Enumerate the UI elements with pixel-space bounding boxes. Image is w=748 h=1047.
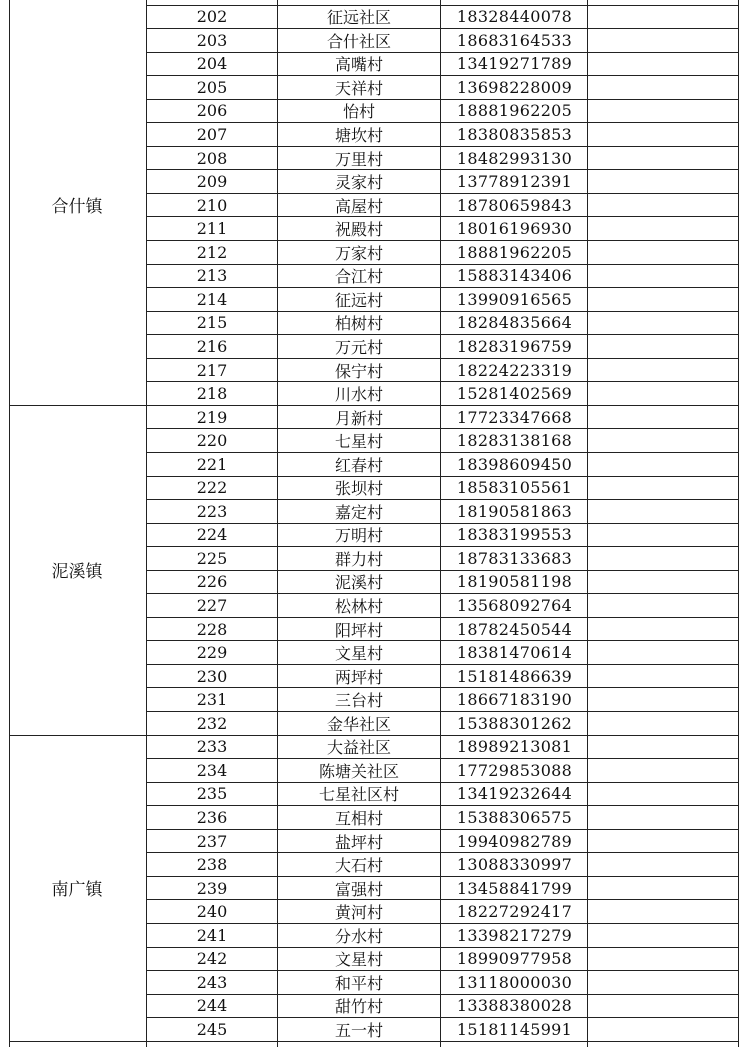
row-divider (9, 1041, 738, 1042)
town-name: 南广镇 (51, 880, 103, 901)
phone-number: 18190581863 (456, 501, 573, 521)
phone-number: 18381470614 (456, 643, 573, 663)
row-number: 245 (196, 1019, 228, 1039)
village-name: 七星社区村 (318, 785, 399, 805)
phone-number: 15388301262 (456, 713, 573, 733)
village-name: 嘉定村 (334, 502, 383, 522)
village-name: 怡村 (342, 102, 375, 122)
village-name: 文星村 (334, 950, 383, 970)
village-name: 合什社区 (326, 31, 391, 51)
row-number: 226 (196, 572, 228, 592)
row-number: 230 (196, 666, 228, 686)
village-name: 和平村 (334, 973, 383, 993)
town-name: 合什镇 (51, 197, 103, 218)
village-name: 互相村 (334, 808, 383, 828)
phone-number: 18328440078 (456, 7, 573, 27)
phone-number: 18780659843 (456, 195, 573, 215)
phone-number: 18881962205 (456, 101, 573, 121)
row-number: 210 (196, 195, 228, 215)
phone-number: 18782450544 (456, 619, 573, 639)
village-name: 征远社区 (326, 8, 391, 28)
phone-number: 18683164533 (456, 30, 573, 50)
village-name: 大石村 (334, 856, 383, 876)
village-name: 征远村 (334, 290, 383, 310)
phone-number: 17729853088 (456, 760, 573, 780)
phone-number: 18224223319 (456, 360, 573, 380)
phone-number: 18783133683 (456, 548, 573, 568)
row-number: 223 (196, 501, 228, 521)
row-number: 229 (196, 643, 228, 663)
town-name: 泥溪镇 (51, 562, 103, 583)
village-name: 月新村 (334, 408, 383, 428)
village-name: 高屋村 (334, 196, 383, 216)
row-number: 243 (196, 972, 228, 992)
village-name: 七星村 (334, 432, 383, 452)
phone-number: 18482993130 (456, 148, 573, 168)
phone-number: 19940982789 (456, 831, 573, 851)
row-number: 208 (196, 148, 228, 168)
row-number: 214 (196, 289, 228, 309)
phone-number: 13388380028 (456, 996, 573, 1016)
village-name: 盐坪村 (334, 832, 383, 852)
phone-number: 15181145991 (456, 1019, 573, 1039)
row-number: 207 (196, 125, 228, 144)
village-name: 分水村 (334, 926, 383, 946)
village-name: 金华社区 (326, 714, 391, 734)
village-name: 川水村 (334, 385, 383, 405)
row-number: 205 (196, 77, 228, 97)
village-name: 天祥村 (334, 78, 383, 98)
village-name: 柏树村 (334, 314, 383, 334)
phone-number: 18989213081 (456, 737, 573, 757)
row-number: 239 (196, 878, 228, 898)
row-number: 212 (196, 242, 228, 262)
phone-number: 18398609450 (456, 454, 573, 474)
row-number: 221 (196, 454, 228, 474)
phone-number: 13118000030 (456, 972, 573, 992)
village-name: 阳坪村 (334, 620, 383, 640)
phone-number: 13419271789 (456, 54, 573, 74)
phone-number: 18881962205 (456, 242, 573, 262)
village-name: 合江村 (334, 267, 383, 287)
village-name: 万里村 (334, 149, 383, 169)
village-name: 文星村 (334, 644, 383, 664)
phone-number: 13568092764 (456, 596, 573, 615)
village-name: 两坪村 (334, 667, 383, 687)
phone-number: 18283196759 (456, 336, 573, 356)
row-number: 235 (196, 784, 228, 804)
phone-number: 13698228009 (456, 77, 573, 97)
village-name: 塘坎村 (334, 126, 383, 145)
village-name: 万元村 (334, 337, 383, 357)
row-number: 234 (196, 760, 228, 780)
phone-number: 18383199553 (456, 525, 573, 545)
village-name: 张坝村 (334, 479, 383, 499)
phone-number: 18990977958 (456, 949, 573, 969)
row-number: 231 (196, 690, 228, 710)
phone-number: 15181486639 (456, 666, 573, 686)
phone-number: 15883143406 (456, 266, 573, 286)
village-name: 松林村 (334, 597, 383, 616)
phone-number: 13778912391 (456, 172, 573, 192)
row-number: 216 (196, 336, 228, 356)
phone-number: 13419232644 (456, 784, 573, 804)
village-name: 高嘴村 (334, 55, 383, 75)
village-name: 泥溪村 (334, 573, 383, 593)
phone-number: 18284835664 (456, 313, 573, 333)
row-number: 211 (196, 219, 228, 239)
row-number: 241 (196, 925, 228, 945)
village-name: 保宁村 (334, 361, 383, 381)
village-name: 大益社区 (326, 738, 391, 758)
row-number: 213 (196, 266, 228, 286)
phone-number: 18667183190 (456, 690, 573, 710)
phone-number: 18016196930 (456, 219, 573, 239)
row-number: 240 (196, 902, 228, 922)
village-name: 万明村 (334, 526, 383, 546)
village-name: 万家村 (334, 243, 383, 263)
phone-number: 18380835853 (456, 125, 573, 144)
row-number: 202 (196, 7, 228, 27)
phone-number: 18583105561 (456, 478, 573, 498)
row-number: 237 (196, 831, 228, 851)
phone-number: 13088330997 (456, 855, 573, 875)
village-name: 五一村 (334, 1020, 383, 1040)
row-number: 204 (196, 54, 228, 74)
phone-number: 17723347668 (456, 407, 573, 427)
row-number: 217 (196, 360, 228, 380)
row-number: 203 (196, 30, 228, 50)
row-number: 242 (196, 949, 228, 969)
row-number: 225 (196, 548, 228, 568)
phone-number: 13990916565 (456, 289, 573, 309)
village-name: 黄河村 (334, 903, 383, 923)
phone-number: 18283138168 (456, 431, 573, 451)
village-name: 甜竹村 (334, 997, 383, 1017)
row-number: 218 (196, 384, 228, 404)
row-number: 206 (196, 101, 228, 121)
village-name: 群力村 (334, 549, 383, 569)
row-number: 209 (196, 172, 228, 192)
row-number: 228 (196, 619, 228, 639)
village-name: 陈塘关社区 (318, 761, 399, 781)
village-name: 灵家村 (334, 173, 383, 193)
phone-number: 18190581198 (456, 572, 573, 592)
phone-number: 13458841799 (456, 878, 573, 898)
table-border-right (738, 0, 739, 1047)
row-number: 232 (196, 713, 228, 733)
village-name: 祝殿村 (334, 220, 383, 240)
row-number: 236 (196, 807, 228, 827)
row-number: 238 (196, 855, 228, 875)
row-number: 215 (196, 313, 228, 333)
row-number: 220 (196, 431, 228, 451)
phone-number: 15281402569 (456, 384, 573, 404)
row-number: 233 (196, 737, 228, 757)
village-name: 三台村 (334, 691, 383, 711)
row-number: 227 (196, 596, 228, 615)
row-number: 219 (196, 407, 228, 427)
row-number: 222 (196, 478, 228, 498)
village-name: 红春村 (334, 455, 383, 475)
row-number: 244 (196, 996, 228, 1016)
phone-number: 18227292417 (456, 902, 573, 922)
village-name: 富强村 (334, 879, 383, 899)
phone-number: 13398217279 (456, 925, 573, 945)
phone-number: 15388306575 (456, 807, 573, 827)
row-number: 224 (196, 525, 228, 545)
